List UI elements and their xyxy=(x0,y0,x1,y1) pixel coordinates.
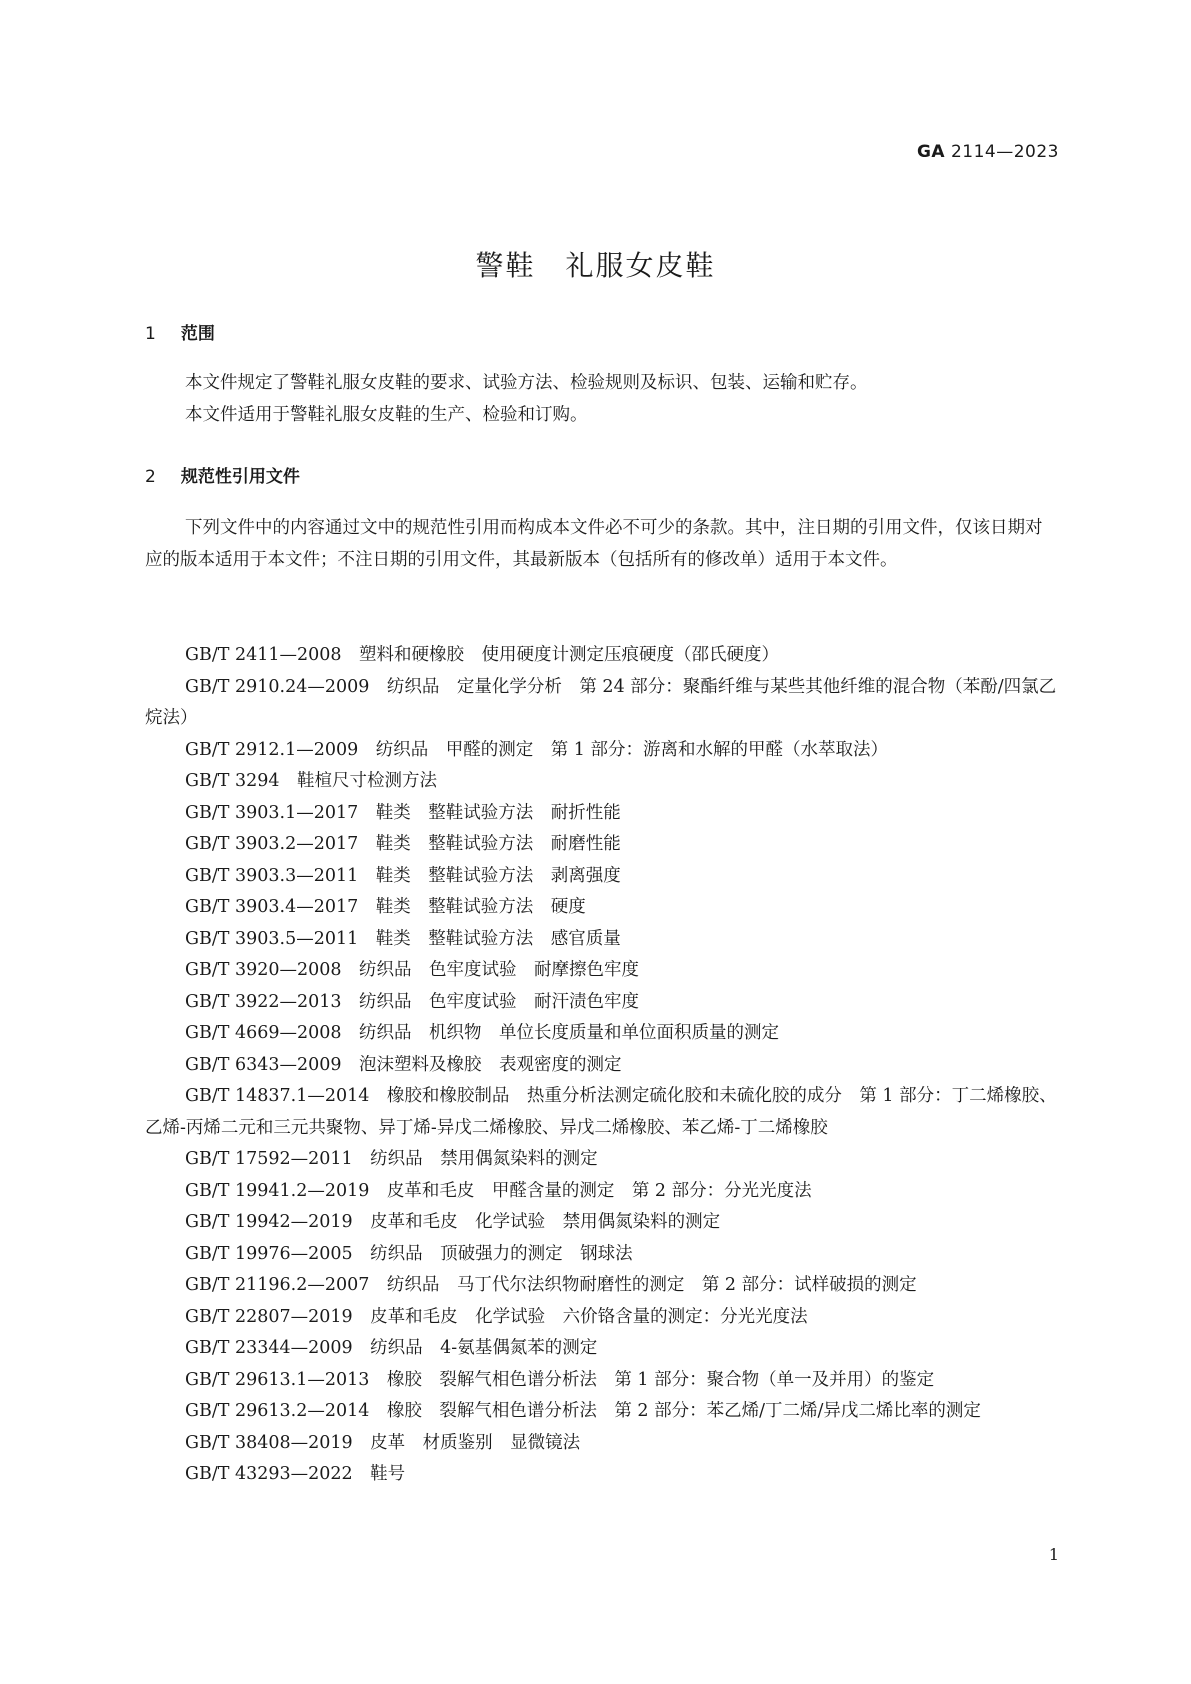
reference-item: GB/T 2910.24—2009 纺织品 定量化学分析 第 24 部分：聚酯纤维与某些其他纤维的混合物（苯酚/四氯乙烷法） xyxy=(145,676,1057,728)
section-number: 2 xyxy=(145,467,156,487)
reference-item: GB/T 19942—2019 皮革和毛皮 化学试验 禁用偶氮染料的测定 xyxy=(185,1212,721,1232)
reference-item: GB/T 19976—2005 纺织品 顶破强力的测定 钢球法 xyxy=(185,1243,633,1264)
reference-list xyxy=(145,640,1057,1491)
reference-item: GB/T 23344—2009 纺织品 4-氨基偶氮苯的测定 xyxy=(185,1338,598,1358)
reference-item: GB/T 22807—2019 皮革和毛皮 化学试验 六价铬含量的测定：分光光度法 xyxy=(185,1306,808,1327)
reference-item: GB/T 3294 鞋楦尺寸检测方法 xyxy=(185,771,438,791)
reference-item: GB/T 2912.1—2009 纺织品 甲醛的测定 第 1 部分：游离和水解的甲醛（水萃取法） xyxy=(185,739,888,760)
reference-item: GB/T 21196.2—2007 纺织品 马丁代尔法织物耐磨性的测定 第 2 部分：试样破损的测定 xyxy=(185,1275,917,1295)
reference-item: GB/T 17592—2011 纺织品 禁用偶氮染料的测定 xyxy=(185,1149,598,1169)
section-heading-scope xyxy=(145,319,215,344)
section-heading-normative-references xyxy=(145,462,300,487)
reference-item: GB/T 3920—2008 纺织品 色牢度试验 耐摩擦色牢度 xyxy=(185,960,640,980)
reference-item: GB/T 29613.2—2014 橡胶 裂解气相色谱分析法 第 2 部分：苯乙烯/丁二烯/异戊二烯比率的测定 xyxy=(185,1401,981,1421)
reference-item: GB/T 4669—2008 纺织品 机织物 单位长度质量和单位面积质量的测定 xyxy=(185,1023,780,1043)
reference-item: GB/T 19941.2—2019 皮革和毛皮 甲醛含量的测定 第 2 部分：分光光度法 xyxy=(185,1180,812,1201)
scope-paragraph-2: 本文件适用于警鞋礼服女皮鞋的生产、检验和订购。 xyxy=(185,405,588,425)
reference-item: GB/T 38408—2019 皮革 材质鉴别 显微镜法 xyxy=(185,1432,581,1453)
reference-item: GB/T 3922—2013 纺织品 色牢度试验 耐汗渍色牢度 xyxy=(185,991,640,1012)
standard-prefix: GA xyxy=(916,142,946,162)
section-number: 1 xyxy=(145,324,156,344)
reference-item: GB/T 6343—2009 泡沫塑料及橡胶 表观密度的测定 xyxy=(185,1054,622,1075)
reference-item: GB/T 2411—2008 塑料和硬橡胶 使用硬度计测定压痕硬度（邵氏硬度） xyxy=(185,645,780,665)
references-intro: 下列文件中的内容通过文中的规范性引用而构成本文件必不可少的条款。其中，注日期的引用文件，仅该日期对应的版本适用于本文件；不注日期的引用文件，其最新版本（包括所有的修改单）适用于本文件。 xyxy=(145,518,1043,570)
standard-code xyxy=(917,142,1059,162)
section-title: 范围 xyxy=(180,324,215,344)
page-number: 1 xyxy=(1048,1545,1059,1564)
section-title: 规范性引用文件 xyxy=(180,467,300,487)
standard-number: 2114—2023 xyxy=(950,142,1059,162)
reference-item: GB/T 3903.5—2011 鞋类 整鞋试验方法 感官质量 xyxy=(185,928,621,949)
reference-item: GB/T 3903.4—2017 鞋类 整鞋试验方法 硬度 xyxy=(185,897,586,917)
reference-item: GB/T 3903.3—2011 鞋类 整鞋试验方法 剥离强度 xyxy=(185,865,621,886)
reference-item: GB/T 14837.1—2014 橡胶和橡胶制品 热重分析法测定硫化胶和未硫化胶的成分 第 1 部分：丁二烯橡胶、乙烯-丙烯二元和三元共聚物、异丁烯-异戊二烯橡胶、异戊二烯橡胶、苯乙烯-丁二烯橡胶 xyxy=(145,1086,1057,1138)
reference-item: GB/T 43293—2022 鞋号 xyxy=(185,1464,406,1484)
reference-item: GB/T 29613.1—2013 橡胶 裂解气相色谱分析法 第 1 部分：聚合物（单一及并用）的鉴定 xyxy=(185,1369,935,1390)
document-title: 警鞋 礼服女皮鞋 xyxy=(475,249,716,282)
scope-paragraph-1: 本文件规定了警鞋礼服女皮鞋的要求、试验方法、检验规则及标识、包装、运输和贮存。 xyxy=(185,373,868,393)
reference-item: GB/T 3903.1—2017 鞋类 整鞋试验方法 耐折性能 xyxy=(185,802,621,823)
reference-item: GB/T 3903.2—2017 鞋类 整鞋试验方法 耐磨性能 xyxy=(185,834,621,854)
